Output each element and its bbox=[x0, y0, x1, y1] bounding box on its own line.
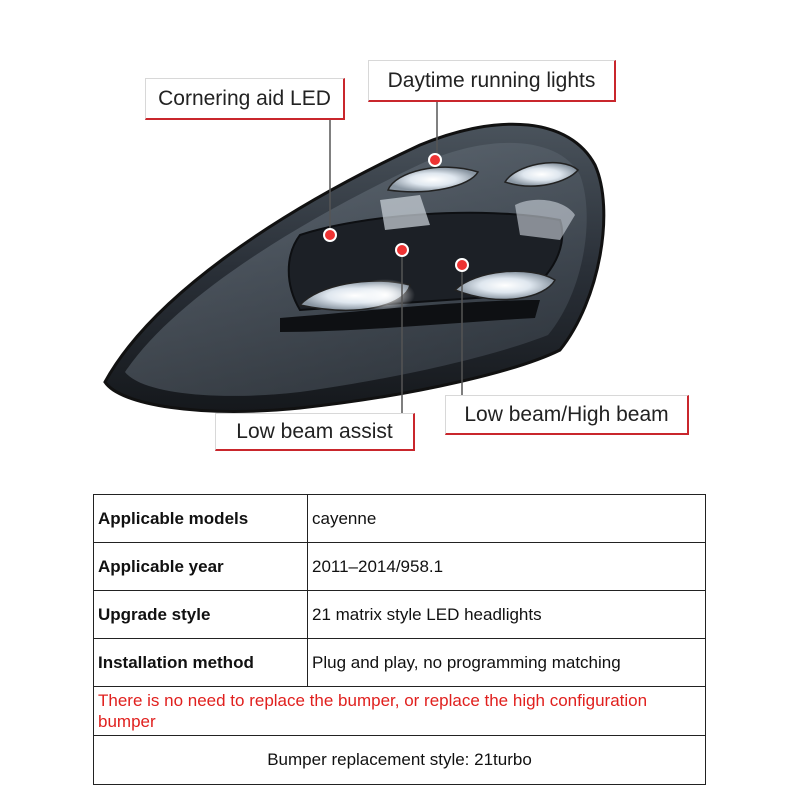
spec-value: 2011–2014/958.1 bbox=[308, 543, 706, 591]
table-row-footer bbox=[94, 736, 706, 785]
table-row bbox=[94, 591, 706, 639]
spec-value: Plug and play, no programming matching bbox=[308, 639, 706, 687]
table-row bbox=[94, 495, 706, 543]
callout-low-beam-assist: Low beam assist bbox=[215, 413, 415, 451]
hotspot-cornering bbox=[324, 229, 336, 241]
table-row-note bbox=[94, 687, 706, 736]
spec-value: 21 matrix style LED headlights bbox=[308, 591, 706, 639]
spec-table bbox=[93, 494, 706, 785]
hotspot-assist bbox=[396, 244, 408, 256]
bumper-note: There is no need to replace the bumper, or replace the high configuration bumper bbox=[94, 687, 706, 736]
callout-cornering-aid: Cornering aid LED bbox=[145, 78, 345, 120]
spec-label: Upgrade style bbox=[94, 591, 308, 639]
spec-value: cayenne bbox=[308, 495, 706, 543]
spec-label: Installation method bbox=[94, 639, 308, 687]
bumper-style: Bumper replacement style: 21turbo bbox=[94, 736, 706, 785]
table-row bbox=[94, 639, 706, 687]
table-row bbox=[94, 543, 706, 591]
spec-label: Applicable models bbox=[94, 495, 308, 543]
hotspot-drl bbox=[429, 154, 441, 166]
hotspot-lowbeam bbox=[456, 259, 468, 271]
callout-low-high-beam: Low beam/High beam bbox=[445, 395, 689, 435]
spec-label: Applicable year bbox=[94, 543, 308, 591]
callout-daytime-running-lights: Daytime running lights bbox=[368, 60, 616, 102]
